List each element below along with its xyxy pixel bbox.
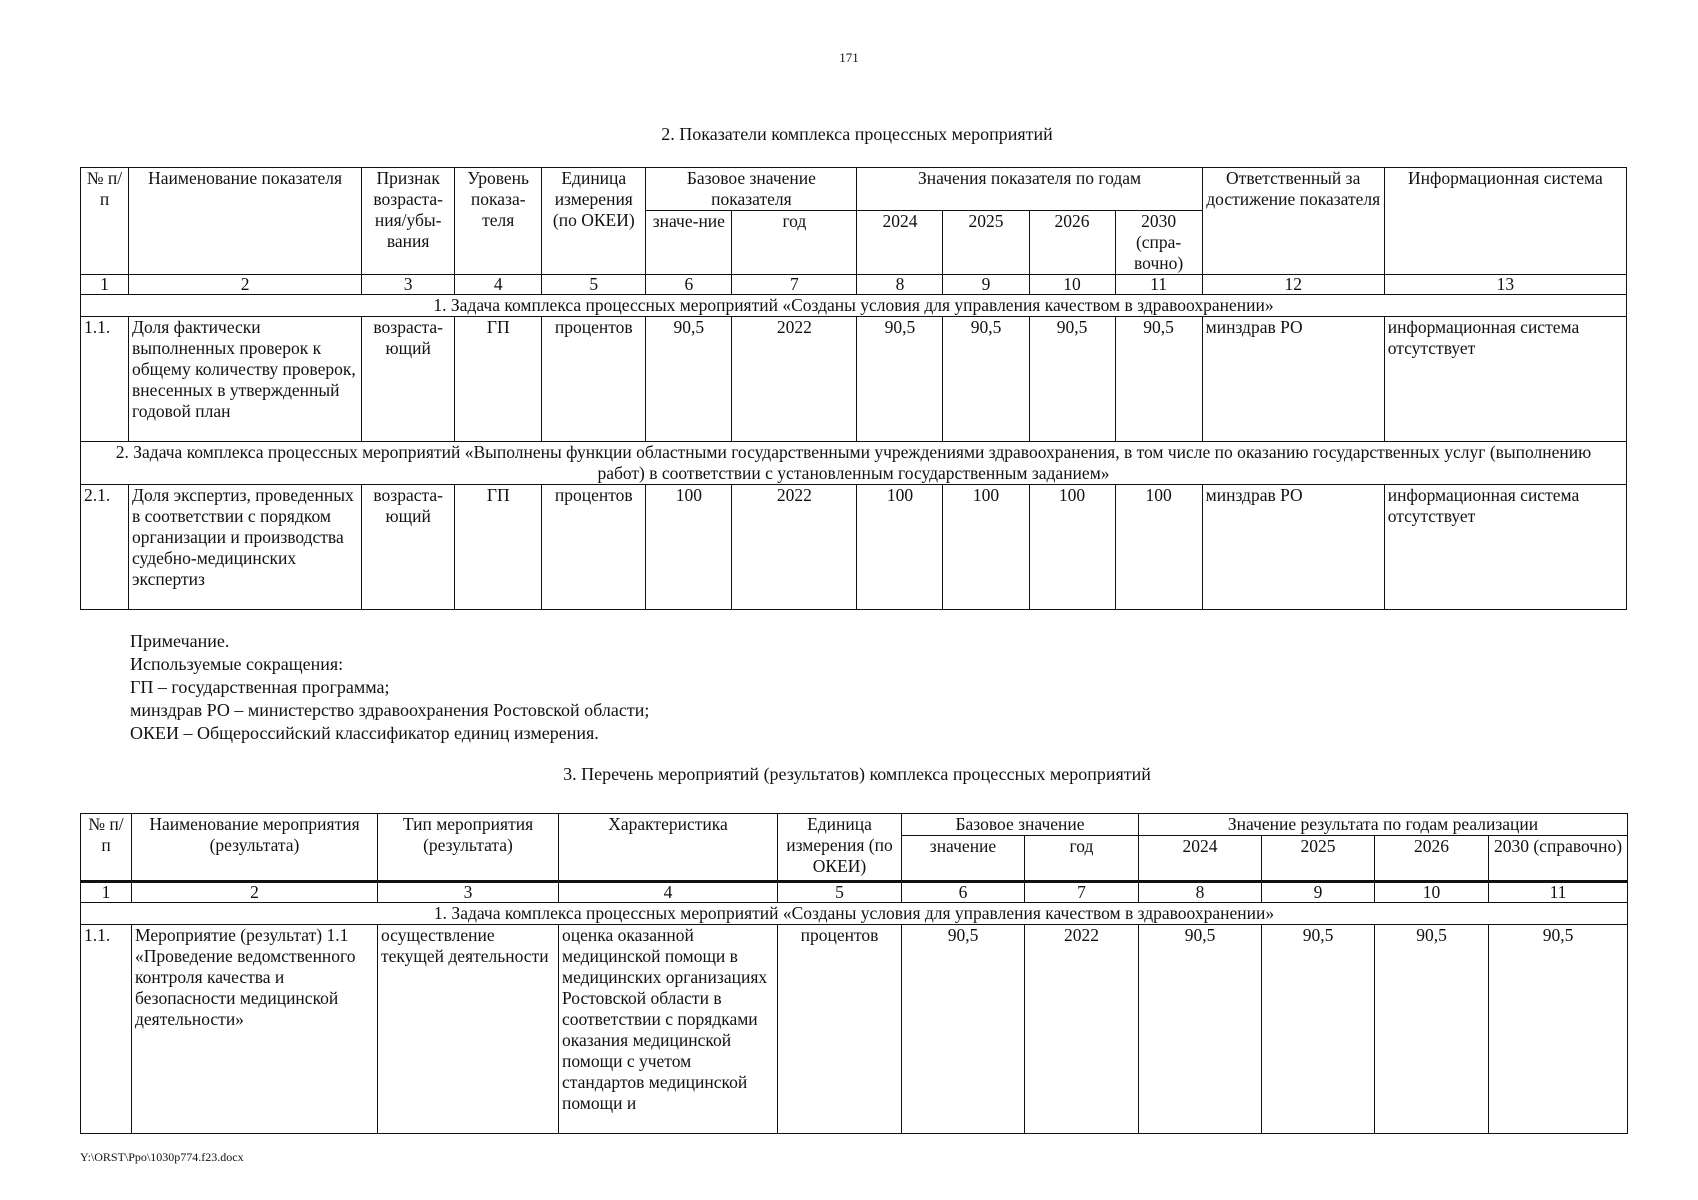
header-unit: Единица измерения (по ОКЕИ) [542, 168, 646, 275]
column-number: 9 [1262, 882, 1375, 903]
row-num: 2.1. [81, 485, 129, 610]
task-1-title: 1. Задача комплекса процессных мероприятий «Созданы условия для управления качеством в здравоохранении» [81, 295, 1627, 317]
header-year-2026: 2026 [1375, 836, 1489, 882]
column-number: 1 [81, 275, 129, 295]
base-year: 2022 [732, 317, 857, 442]
row-num: 1.1. [81, 925, 132, 1134]
indicators-table [80, 167, 1627, 610]
task-2-title: 2. Задача комплекса процессных мероприятий «Выполнены функции областными государственными учреждениями здравоохранения, в том числе по оказанию государственных услуг (выполнению работ) в соответствии с установленным государственным заданием» [81, 442, 1627, 485]
value-2030: 90,5 [1115, 317, 1202, 442]
value-2024: 90,5 [1139, 925, 1262, 1134]
column-number: 3 [362, 275, 455, 295]
column-number: 8 [1139, 882, 1262, 903]
indicator-sign: возраста-ющий [362, 485, 455, 610]
notes-title: Примечание. [130, 631, 230, 651]
activity-type: осуществление текущей деятельности [378, 925, 559, 1134]
header-num: № п/п [81, 814, 132, 882]
task-1-title: 1. Задача комплекса процессных мероприятий «Созданы условия для управления качеством в здравоохранении» [81, 903, 1628, 925]
header-base-year: год [1025, 836, 1139, 882]
header-name: Наименование показателя [129, 168, 362, 275]
note-okei: ОКЕИ – Общероссийский классификатор единиц измерения. [130, 723, 599, 743]
column-number: 1 [81, 882, 132, 903]
header-base: Базовое значение [902, 814, 1139, 836]
header-characteristic: Характеристика [559, 814, 778, 882]
header-infosystem: Информационная система [1384, 168, 1626, 275]
value-2024: 90,5 [857, 317, 943, 442]
base-value: 100 [646, 485, 732, 610]
column-number: 6 [902, 882, 1025, 903]
header-responsible: Ответственный за достижение показателя [1202, 168, 1384, 275]
notes-abbr-intro: Используемые сокращения: [130, 654, 344, 674]
indicator-level: ГП [455, 317, 542, 442]
base-value: 90,5 [902, 925, 1025, 1134]
value-2025: 90,5 [943, 317, 1029, 442]
column-number: 8 [857, 275, 943, 295]
table-header-row [81, 168, 1627, 211]
indicator-name: Доля экспертиз, проведенных в соответствии с порядком организации и производства судебно-медицинских экспертиз [129, 485, 362, 610]
column-number: 7 [1025, 882, 1139, 903]
value-2024: 100 [857, 485, 943, 610]
value-2026: 90,5 [1375, 925, 1489, 1134]
column-number: 3 [378, 882, 559, 903]
responsible: минздрав РО [1202, 317, 1384, 442]
header-base-value: значе-ние [646, 211, 732, 275]
value-2030: 100 [1115, 485, 1202, 610]
header-base-year: год [732, 211, 857, 275]
header-base: Базовое значение показателя [646, 168, 857, 211]
section-3-title: 3. Перечень мероприятий (результатов) комплекса процессных мероприятий [563, 764, 1151, 784]
column-number: 9 [943, 275, 1029, 295]
column-number: 11 [1115, 275, 1202, 295]
header-type: Тип мероприятия (результата) [378, 814, 559, 882]
column-number: 12 [1202, 275, 1384, 295]
table-row [81, 485, 1627, 610]
page-number: 171 [839, 50, 859, 65]
column-number: 5 [542, 275, 646, 295]
indicator-unit: процентов [542, 317, 646, 442]
header-year-2026: 2026 [1029, 211, 1115, 275]
indicator-unit: процентов [542, 485, 646, 610]
indicator-sign: возраста-ющий [362, 317, 455, 442]
responsible: минздрав РО [1202, 485, 1384, 610]
value-2025: 90,5 [1262, 925, 1375, 1134]
column-number: 13 [1384, 275, 1626, 295]
header-year-2025: 2025 [943, 211, 1029, 275]
note-gp: ГП – государственная программа; [130, 677, 390, 697]
header-name: Наименование мероприятия (результата) [132, 814, 378, 882]
column-number: 10 [1029, 275, 1115, 295]
column-number: 6 [646, 275, 732, 295]
infosystem: информационная система отсутствует [1384, 317, 1626, 442]
task-row [81, 442, 1627, 485]
header-level: Уровень показа-теля [455, 168, 542, 275]
row-num: 1.1. [81, 317, 129, 442]
infosystem: информационная система отсутствует [1384, 485, 1626, 610]
value-2030: 90,5 [1489, 925, 1628, 1134]
header-base-value: значение [902, 836, 1025, 882]
activity-unit: процентов [778, 925, 902, 1134]
table-row [81, 925, 1628, 1134]
table-row [81, 317, 1627, 442]
column-number: 2 [129, 275, 362, 295]
footer-file-path: Y:\ORST\Ppo\1030p774.f23.docx [80, 1150, 244, 1164]
header-unit: Единица измерения (по ОКЕИ) [778, 814, 902, 882]
base-year: 2022 [1025, 925, 1139, 1134]
column-number: 11 [1489, 882, 1628, 903]
column-number: 5 [778, 882, 902, 903]
value-2026: 90,5 [1029, 317, 1115, 442]
base-value: 90,5 [646, 317, 732, 442]
header-years-group: Значение результата по годам реализации [1139, 814, 1628, 836]
value-2025: 100 [943, 485, 1029, 610]
notes-block [130, 630, 649, 745]
column-number: 10 [1375, 882, 1489, 903]
header-year-2024: 2024 [1139, 836, 1262, 882]
column-number: 4 [455, 275, 542, 295]
header-year-2030: 2030 (спра-вочно) [1115, 211, 1202, 275]
value-2026: 100 [1029, 485, 1115, 610]
section-2-title: 2. Показатели комплекса процессных мероприятий [661, 124, 1053, 144]
column-number-row [81, 882, 1628, 903]
header-year-2025: 2025 [1262, 836, 1375, 882]
header-sign: Признак возраста-ния/убы-вания [362, 168, 455, 275]
base-year: 2022 [732, 485, 857, 610]
column-number: 2 [132, 882, 378, 903]
header-years-group: Значения показателя по годам [857, 168, 1202, 211]
table-header-row [81, 814, 1628, 836]
column-number-row [81, 275, 1627, 295]
indicator-level: ГП [455, 485, 542, 610]
activity-characteristic: оценка оказанной медицинской помощи в медицинских организациях Ростовской области в соответствии с порядками оказания медицинской помощи с учетом стандартов медицинской помощи и [559, 925, 778, 1134]
column-number: 4 [559, 882, 778, 903]
note-minzdrav: минздрав РО – министерство здравоохранения Ростовской области; [130, 700, 650, 720]
header-year-2030: 2030 (справочно) [1489, 836, 1628, 882]
activities-table [80, 813, 1628, 1134]
task-row [81, 295, 1627, 317]
indicator-name: Доля фактически выполненных проверок к общему количеству проверок, внесенных в утвержденный годовой план [129, 317, 362, 442]
task-row [81, 903, 1628, 925]
header-year-2024: 2024 [857, 211, 943, 275]
header-num: № п/п [81, 168, 129, 275]
column-number: 7 [732, 275, 857, 295]
activity-name: Мероприятие (результат) 1.1 «Проведение ведомственного контроля качества и безопасности медицинской деятельности» [132, 925, 378, 1134]
